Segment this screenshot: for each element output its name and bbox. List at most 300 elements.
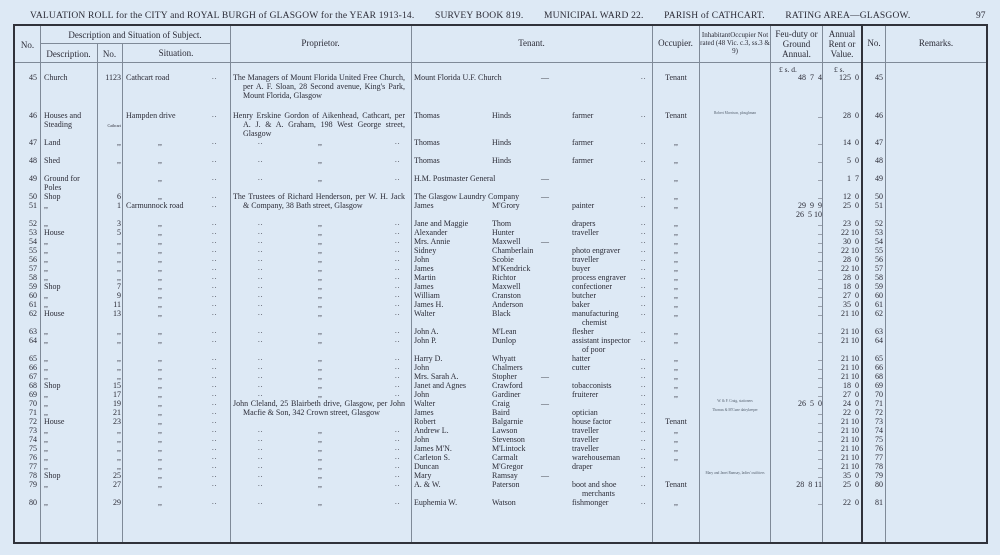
situation: ,, <box>158 426 162 435</box>
tenant-occupation: traveller <box>572 228 599 237</box>
row-number: 46 <box>29 111 37 120</box>
header-remarks: Remarks. <box>918 38 954 48</box>
dot-leader: .. <box>395 246 401 254</box>
row-number: 71 <box>29 408 37 417</box>
row-number-right: 52 <box>875 219 883 228</box>
occupier: ,, <box>674 282 678 291</box>
feu-duty: .. <box>818 435 822 444</box>
proprietor: ,, <box>318 246 322 255</box>
description: ,, <box>44 273 48 282</box>
annual-rent: 21 10 <box>841 435 859 444</box>
annual-rent: 21 10 <box>841 327 859 336</box>
situation: ,, <box>158 399 162 408</box>
tenant-first-name: John <box>414 255 430 264</box>
occupier: ,, <box>674 435 678 444</box>
tenant-surname: M'Grory <box>492 201 520 210</box>
dot-leader: .. <box>212 201 218 209</box>
dot-leader: .. <box>212 264 218 272</box>
dot-leader: .. <box>212 354 218 362</box>
proprietor: ,, <box>318 363 322 372</box>
annual-rent: 28 0 <box>843 111 859 120</box>
dot-leader: .. <box>395 237 401 245</box>
annual-rent: 27 0 <box>843 291 859 300</box>
description: ,, <box>44 300 48 309</box>
occupier: ,, <box>674 363 678 372</box>
description: Houses and Steading <box>44 111 82 129</box>
feu-duty: .. <box>818 336 822 345</box>
description: House <box>44 417 65 426</box>
situation: ,, <box>158 498 162 507</box>
occupier: Tenant <box>665 111 687 120</box>
description: ,, <box>44 363 48 372</box>
description: ,, <box>44 480 48 489</box>
proprietor: ,, <box>318 219 322 228</box>
dot-leader: .. <box>641 381 647 389</box>
tenant-surname: Carmalt <box>492 453 518 462</box>
row-number-right: 64 <box>875 336 883 345</box>
tenant-surname: Maxwell <box>492 237 521 246</box>
tenant-first-name: John A. <box>414 327 439 336</box>
tenant-first-name: Janet and Agnes <box>414 381 466 390</box>
street-number: ,, <box>117 237 121 246</box>
dot-leader: .. <box>395 480 401 488</box>
feu-duty: .. <box>818 156 822 165</box>
dot-leader: .. <box>212 453 218 461</box>
situation: ,, <box>158 480 162 489</box>
col-divider <box>40 26 41 542</box>
row-number-right: 68 <box>875 372 883 381</box>
dot-leader: .. <box>258 300 264 308</box>
situation: ,, <box>158 282 162 291</box>
row-number: 49 <box>29 174 37 183</box>
annual-rent: 21 10 <box>841 309 859 318</box>
tenant-first-name: Mount Florida U.F. Church <box>414 73 502 82</box>
row-number: 78 <box>29 471 37 480</box>
header-no: No. <box>20 40 35 50</box>
street-number: ,, <box>117 264 121 273</box>
tenant-surname: Crawford <box>492 381 523 390</box>
description: House <box>44 309 65 318</box>
row-number: 63 <box>29 327 37 336</box>
tenant-surname: Dunlop <box>492 336 516 345</box>
situation: ,, <box>158 444 162 453</box>
tenant-occupation <box>572 480 644 498</box>
occupation-continued: of poor <box>582 345 606 354</box>
dot-leader: .. <box>258 462 264 470</box>
col-divider <box>411 26 412 542</box>
feu-duty: .. <box>818 363 822 372</box>
row-number: 53 <box>29 228 37 237</box>
feu-units: £ s. d. <box>779 65 797 74</box>
dot-leader: .. <box>641 192 647 200</box>
tenant-surname: Maxwell <box>492 282 521 291</box>
feu-duty: .. <box>818 291 822 300</box>
situation: ,, <box>158 138 162 147</box>
situation: Carmunnock road <box>126 201 184 210</box>
dot-leader: .. <box>641 498 647 506</box>
situation: ,, <box>158 273 162 282</box>
tenant-first-name: Jane and Maggie <box>414 219 469 228</box>
dot-leader: .. <box>212 408 218 416</box>
street-number: 1 <box>117 201 121 210</box>
occupier: ,, <box>674 426 678 435</box>
tenant-occupation: traveller <box>572 435 599 444</box>
occupier: Tenant <box>665 73 687 82</box>
situation: ,, <box>158 363 162 372</box>
row-number-right: 81 <box>875 498 883 507</box>
annual-rent: 35 0 <box>843 471 859 480</box>
dot-leader: .. <box>395 444 401 452</box>
tenant-first-name: John P. <box>414 336 437 345</box>
occupier: ,, <box>674 264 678 273</box>
annual-rent: 28 0 <box>843 255 859 264</box>
tenant-first-name: Thomas <box>414 156 440 165</box>
dot-leader: .. <box>395 426 401 434</box>
tenant-first-name: A. & W. <box>414 480 441 489</box>
tenant-first-name: James <box>414 408 434 417</box>
occupier: ,, <box>674 219 678 228</box>
occupier: ,, <box>674 201 678 210</box>
dot-leader: .. <box>395 219 401 227</box>
row-number-right: 76 <box>875 444 883 453</box>
tenant-surname: Anderson <box>492 300 524 309</box>
tenant-surname: Richtor <box>492 273 516 282</box>
dot-leader: .. <box>258 255 264 263</box>
inhabitant-occupier: W. & F. Craig, stationers <box>717 399 753 403</box>
occupier: ,, <box>674 300 678 309</box>
header-situation: Situation. <box>158 48 194 58</box>
tenant-surname: Hinds <box>492 156 512 165</box>
tenant-occupation: traveller <box>572 426 599 435</box>
annual-rent: 22 10 <box>841 264 859 273</box>
occupier: ,, <box>674 327 678 336</box>
dot-leader: .. <box>212 246 218 254</box>
col-divider <box>699 26 700 542</box>
tenant-occupation: — <box>541 237 549 246</box>
header-no-right: No. <box>867 38 881 48</box>
feu-duty: .. <box>818 372 822 381</box>
occupier: ,, <box>674 174 678 183</box>
street-number: Cathcart <box>107 123 121 128</box>
dot-leader: .. <box>395 462 401 470</box>
proprietor: ,, <box>318 498 322 507</box>
description: ,, <box>44 498 48 507</box>
header-annual-rent: Annual Rent or Value. <box>828 29 856 59</box>
dot-leader: .. <box>212 156 218 164</box>
feu-duty: .. <box>818 174 822 183</box>
dot-leader: .. <box>212 327 218 335</box>
rent-units: £ s. <box>834 65 845 74</box>
proprietor: ,, <box>318 156 322 165</box>
col-divider <box>822 26 823 542</box>
dot-leader: .. <box>395 138 401 146</box>
dot-leader: .. <box>641 156 647 164</box>
street-number: 15 <box>113 381 121 390</box>
tenant-surname: Scobie <box>492 255 514 264</box>
dot-leader: .. <box>258 327 264 335</box>
feu-duty: .. <box>818 111 822 120</box>
row-number: 58 <box>29 273 37 282</box>
dot-leader: .. <box>395 291 401 299</box>
street-number: 11 <box>113 300 121 309</box>
feu-duty: .. <box>818 471 822 480</box>
tenant-first-name: John <box>414 435 430 444</box>
street-number: ,, <box>117 363 121 372</box>
row-number: 45 <box>29 73 37 82</box>
row-number-right: 80 <box>875 480 883 489</box>
tenant-occupation: hatter <box>572 354 591 363</box>
feu-duty: .. <box>818 192 822 201</box>
situation: ,, <box>158 390 162 399</box>
row-number-right: 78 <box>875 462 883 471</box>
dot-leader: .. <box>641 444 647 452</box>
dot-leader: .. <box>395 264 401 272</box>
description: Shop <box>44 381 61 390</box>
proprietor: ,, <box>318 309 322 318</box>
dot-leader: .. <box>258 471 264 479</box>
row-number: 60 <box>29 291 37 300</box>
feu-duty: .. <box>818 300 822 309</box>
row-number-right: 63 <box>875 327 883 336</box>
dot-leader: .. <box>258 156 264 164</box>
dot-leader: .. <box>641 426 647 434</box>
proprietor: ,, <box>318 255 322 264</box>
street-number: ,, <box>117 246 121 255</box>
row-number-right: 77 <box>875 453 883 462</box>
proprietor: ,, <box>318 444 322 453</box>
feu-duty: .. <box>818 498 822 507</box>
row-number-right: 70 <box>875 390 883 399</box>
page-title <box>30 11 928 21</box>
dot-leader: .. <box>258 264 264 272</box>
dot-leader: .. <box>258 291 264 299</box>
tenant-first-name: James M'N. <box>414 444 452 453</box>
street-number: ,, <box>117 138 121 147</box>
street-number: 29 <box>113 498 121 507</box>
dot-leader: .. <box>641 480 647 488</box>
proprietor: ,, <box>318 300 322 309</box>
dot-leader: .. <box>258 444 264 452</box>
description: Shop <box>44 192 61 201</box>
proprietor: ,, <box>318 282 322 291</box>
dot-leader: .. <box>395 273 401 281</box>
row-number: 59 <box>29 282 37 291</box>
row-number: 65 <box>29 354 37 363</box>
row-number-right: 57 <box>875 264 883 273</box>
tenant-occupation: painter <box>572 201 595 210</box>
description: ,, <box>44 390 48 399</box>
annual-rent: 21 10 <box>841 417 859 426</box>
situation: ,, <box>158 291 162 300</box>
street-number: 17 <box>113 390 121 399</box>
col-divider <box>230 26 231 542</box>
description: ,, <box>44 219 48 228</box>
situation: ,, <box>158 309 162 318</box>
col-divider <box>652 26 653 542</box>
annual-rent: 23 0 <box>843 219 859 228</box>
tenant-first-name: James <box>414 201 434 210</box>
occupier: ,, <box>674 372 678 381</box>
dot-leader: .. <box>641 219 647 227</box>
dot-leader: .. <box>212 309 218 317</box>
feu-duty: .. <box>818 273 822 282</box>
tenant-first-name: John <box>414 390 430 399</box>
dot-leader: .. <box>395 363 401 371</box>
dot-leader: .. <box>258 372 264 380</box>
dot-leader: .. <box>641 201 647 209</box>
dot-leader: .. <box>641 264 647 272</box>
dot-leader: .. <box>641 246 647 254</box>
row-number-right: 46 <box>875 111 883 120</box>
tenant-occupation: flesher <box>572 327 594 336</box>
row-number: 54 <box>29 237 37 246</box>
row-number-right: 51 <box>875 201 883 210</box>
tenant-occupation: confectioner <box>572 282 612 291</box>
description: Land <box>44 138 61 147</box>
row-number: 74 <box>29 435 37 444</box>
col-divider <box>770 26 771 542</box>
proprietor: ,, <box>318 264 322 273</box>
tenant-surname: Cranston <box>492 291 521 300</box>
dot-leader: .. <box>258 309 264 317</box>
situation: ,, <box>158 462 162 471</box>
annual-rent: 21 10 <box>841 354 859 363</box>
tenant-first-name: Mrs. Annie <box>414 237 450 246</box>
occupier: ,, <box>674 309 678 318</box>
dot-leader: .. <box>395 435 401 443</box>
dot-leader: .. <box>395 255 401 263</box>
dot-leader: .. <box>641 327 647 335</box>
annual-rent: 18 0 <box>843 282 859 291</box>
situation: ,, <box>158 471 162 480</box>
dot-leader: .. <box>212 255 218 263</box>
feu-duty: .. <box>818 327 822 336</box>
dot-leader: .. <box>212 273 218 281</box>
feu-duty: .. <box>818 462 822 471</box>
title-rating-area: RATING AREA—GLASGOW. <box>785 11 911 21</box>
occupation-continued: chemist <box>582 318 607 327</box>
dot-leader: .. <box>395 327 401 335</box>
annual-rent: 28 0 <box>843 273 859 282</box>
tenant-occupation: cutter <box>572 363 591 372</box>
dot-leader: .. <box>212 498 218 506</box>
tenant-occupation: house factor <box>572 417 612 426</box>
feu-duty: 29 9 9 26 5 10 <box>796 201 822 219</box>
description: ,, <box>44 327 48 336</box>
tenant-occupation: tobacconists <box>572 381 612 390</box>
proprietor: ,, <box>318 273 322 282</box>
col-divider <box>885 26 886 542</box>
title-roll: VALUATION ROLL for the CITY and ROYAL BURGH of GLASGOW for the YEAR 1913-14. <box>30 11 415 21</box>
tenant-surname: Hinds <box>492 138 512 147</box>
proprietor: John Cleland, 25 Blairbeth drive, Glasgow, per John Macfie & Son, 342 Crown street, Glasgow <box>233 399 405 417</box>
annual-rent: 22 0 <box>843 498 859 507</box>
situation: ,, <box>158 237 162 246</box>
header-description-group: Description and Situation of Subject. <box>68 30 202 40</box>
row-number: 57 <box>29 264 37 273</box>
occupier: ,, <box>674 228 678 237</box>
dot-leader: .. <box>395 372 401 380</box>
feu-duty: .. <box>818 264 822 273</box>
tenant-surname: Watson <box>492 498 516 507</box>
feu-duty: .. <box>818 237 822 246</box>
description: ,, <box>44 264 48 273</box>
annual-rent: 21 10 <box>841 372 859 381</box>
dot-leader: .. <box>258 282 264 290</box>
row-number-right: 71 <box>875 399 883 408</box>
occupier: ,, <box>674 336 678 345</box>
dot-leader: .. <box>641 300 647 308</box>
description: ,, <box>44 372 48 381</box>
description: ,, <box>44 399 48 408</box>
proprietor: ,, <box>318 426 322 435</box>
row-number-right: 48 <box>875 156 883 165</box>
proprietor: ,, <box>318 372 322 381</box>
feu-duty: .. <box>818 255 822 264</box>
situation: ,, <box>158 192 162 201</box>
dot-leader: .. <box>258 426 264 434</box>
tenant-surname: Craig <box>492 399 510 408</box>
occupier: ,, <box>674 156 678 165</box>
annual-rent: 18 0 <box>843 381 859 390</box>
occupier: ,, <box>674 237 678 246</box>
header-occupier: Occupier. <box>658 38 693 48</box>
situation: ,, <box>158 453 162 462</box>
street-number: 1123 <box>105 73 121 82</box>
table-right-border <box>986 24 988 544</box>
row-number-right: 55 <box>875 246 883 255</box>
proprietor: ,, <box>318 435 322 444</box>
feu-duty: .. <box>818 228 822 237</box>
row-number-right: 61 <box>875 300 883 309</box>
description: ,, <box>44 255 48 264</box>
dot-leader: .. <box>212 462 218 470</box>
feu-duty: .. <box>818 282 822 291</box>
feu-duty: 48 7 4 <box>798 73 822 82</box>
proprietor: ,, <box>318 354 322 363</box>
occupation-text: manufacturing <box>572 309 619 318</box>
tenant-occupation: traveller <box>572 255 599 264</box>
description: House <box>44 228 65 237</box>
row-number-right: 56 <box>875 255 883 264</box>
tenant-occupation: buyer <box>572 264 591 273</box>
situation: Hampden drive <box>126 111 176 120</box>
tenant-surname: M'Lintock <box>492 444 526 453</box>
dot-leader: .. <box>641 291 647 299</box>
occupation-text: boot and shoe <box>572 480 617 489</box>
tenant-first-name: John <box>414 363 430 372</box>
situation: ,, <box>158 381 162 390</box>
row-number-right: 72 <box>875 408 883 417</box>
table-top-border <box>13 24 988 26</box>
annual-rent: 21 10 <box>841 336 859 345</box>
annual-rent: 21 10 <box>841 444 859 453</box>
street-number: 3 <box>117 219 121 228</box>
row-number: 48 <box>29 156 37 165</box>
header-group-divider <box>40 43 230 44</box>
dot-leader: .. <box>641 471 647 479</box>
description: ,, <box>44 246 48 255</box>
dot-leader: .. <box>258 138 264 146</box>
dot-leader: .. <box>641 417 647 425</box>
dot-leader: .. <box>641 309 647 317</box>
dot-leader: .. <box>641 138 647 146</box>
row-number: 67 <box>29 372 37 381</box>
tenant-occupation: farmer <box>572 138 594 147</box>
tenant-surname: Balgarnie <box>492 417 524 426</box>
dot-leader: .. <box>212 111 218 119</box>
inhabitant-occupier: Mary and Janet Ramsay, ladies' outfitters <box>705 471 765 475</box>
